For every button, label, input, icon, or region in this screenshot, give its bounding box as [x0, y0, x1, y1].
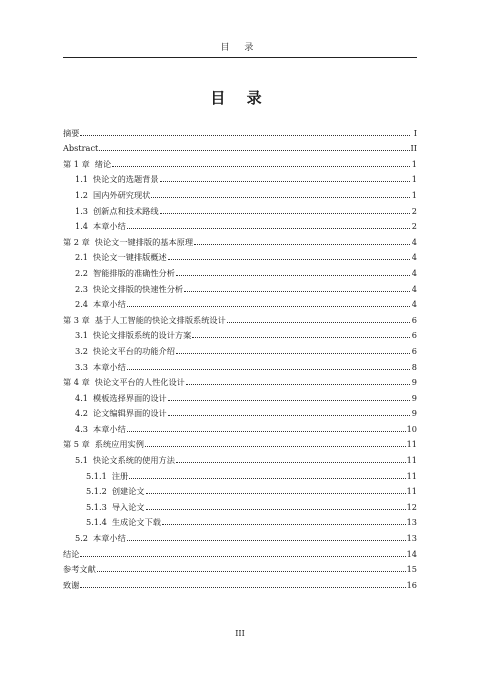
toc-entry-label: 快论文一键排版概述 — [93, 252, 167, 263]
toc-entry-label: 本章小结 — [93, 221, 126, 232]
toc-entry-page-number: 9 — [411, 408, 417, 419]
dot-leader — [127, 368, 410, 370]
toc-entry[interactable] — [63, 294, 417, 310]
toc-entry[interactable] — [63, 309, 417, 325]
toc-entry-label: 摘要 — [63, 127, 80, 138]
toc-entry-number: 第 4 章 — [63, 377, 90, 388]
toc-entry-page-number: 8 — [411, 361, 417, 372]
toc-entry-label: 快论文平台的人性化设计 — [94, 377, 185, 388]
dot-leader — [145, 445, 406, 447]
dot-leader — [162, 523, 406, 525]
toc-entry-number: 1.4 — [75, 221, 89, 232]
toc-entry[interactable] — [63, 247, 417, 263]
toc-entry-page-number: 15 — [406, 564, 417, 575]
toc-entry[interactable] — [63, 356, 417, 372]
toc-entry-label: 快论文排版的快速性分析 — [93, 283, 184, 294]
toc-entry-page-number: 9 — [411, 377, 417, 388]
toc-entry-label: 本章小结 — [93, 299, 126, 310]
toc-entry-label: 快论文平台的功能介绍 — [93, 345, 175, 356]
toc-entry-page-number: 4 — [411, 299, 417, 310]
toc-entry-number: 1.1 — [75, 174, 89, 185]
toc-entry-label: 导入论文 — [111, 501, 145, 512]
toc-entry-label: 本章小结 — [93, 361, 126, 372]
toc-entry-page-number: 6 — [411, 330, 417, 341]
toc-entry-label: 系统应用实例 — [94, 439, 144, 450]
toc-entry-label: 创新点和技术路线 — [93, 205, 159, 216]
toc-entry-number: 5.1.2 — [86, 486, 107, 497]
toc-entry-page-number: 11 — [406, 470, 417, 481]
toc-entry-number: 1.3 — [75, 205, 89, 216]
dot-leader — [99, 149, 409, 151]
dot-leader — [168, 414, 410, 416]
toc-entry-page-number: I — [413, 127, 417, 138]
toc-entry-page-number: 4 — [411, 252, 417, 263]
toc-entry[interactable] — [63, 153, 417, 169]
toc-entry-number: 3.2 — [75, 345, 89, 356]
toc-entry[interactable] — [63, 184, 417, 200]
dot-leader — [146, 508, 406, 510]
toc-entry[interactable] — [63, 403, 417, 419]
toc-entry-number: 2.3 — [75, 283, 89, 294]
toc-entry[interactable] — [63, 465, 417, 481]
toc-entry-label: Abstract — [63, 143, 99, 154]
toc-entry-page-number: 11 — [406, 486, 417, 497]
dot-leader — [160, 212, 410, 214]
toc-entry[interactable] — [63, 138, 417, 154]
toc-entry[interactable] — [63, 278, 417, 294]
dot-leader — [97, 570, 406, 572]
dot-leader — [127, 227, 410, 229]
toc-entry[interactable] — [63, 543, 417, 559]
toc-entry-page-number: 14 — [406, 548, 417, 559]
toc-entry[interactable] — [63, 418, 417, 434]
dot-leader — [151, 196, 410, 198]
page-title: 目 录 — [210, 89, 270, 107]
toc-entry-number: 第 3 章 — [63, 314, 90, 325]
toc-entry[interactable] — [63, 216, 417, 232]
toc-entry[interactable] — [63, 387, 417, 403]
toc-entry-page-number: 4 — [411, 236, 417, 247]
toc-entry-label: 国内外研究现状 — [93, 189, 151, 200]
footer-page-number: III — [235, 629, 245, 638]
toc-entry-label: 模板选择界面的设计 — [93, 392, 167, 403]
dot-leader — [80, 134, 410, 136]
toc-entry-label: 创建论文 — [111, 486, 145, 497]
toc-entry-page-number: 1 — [411, 189, 417, 200]
toc-entry-number: 3.1 — [75, 330, 89, 341]
table-of-contents — [63, 122, 417, 590]
toc-entry-page-number: 4 — [411, 283, 417, 294]
dot-leader — [127, 539, 406, 541]
dot-leader — [80, 555, 405, 557]
toc-entry[interactable] — [63, 262, 417, 278]
toc-entry-label: 注册 — [111, 470, 129, 481]
toc-entry-number: 第 5 章 — [63, 439, 90, 450]
toc-entry-number: 5.1.3 — [86, 501, 107, 512]
toc-entry-page-number: 12 — [406, 501, 417, 512]
toc-entry-page-number: 13 — [406, 533, 417, 544]
toc-entry-number: 3.3 — [75, 361, 89, 372]
toc-entry[interactable] — [63, 122, 417, 138]
toc-entry-page-number: II — [410, 143, 417, 154]
toc-entry-label: 智能排版的准确性分析 — [93, 267, 175, 278]
toc-entry-page-number: 2 — [411, 221, 417, 232]
dot-leader — [192, 336, 410, 338]
toc-entry-number: 4.2 — [75, 408, 89, 419]
dot-leader — [112, 165, 410, 167]
toc-entry[interactable] — [63, 574, 417, 590]
running-header: 目 录 — [220, 43, 260, 53]
toc-entry[interactable] — [63, 340, 417, 356]
toc-entry-label: 参考文献 — [63, 564, 96, 575]
toc-entry-page-number: 11 — [406, 439, 417, 450]
toc-entry-number: 5.1 — [75, 455, 89, 466]
toc-entry[interactable] — [63, 325, 417, 341]
toc-entry[interactable] — [63, 372, 417, 388]
toc-entry-label: 本章小结 — [93, 423, 126, 434]
toc-entry[interactable] — [63, 559, 417, 575]
toc-entry-page-number: 6 — [411, 345, 417, 356]
toc-entry[interactable] — [63, 481, 417, 497]
toc-entry-label: 快论文的选题背景 — [93, 174, 159, 185]
toc-entry-number: 2.4 — [75, 299, 89, 310]
toc-entry[interactable] — [63, 434, 417, 450]
toc-entry-label: 致谢 — [63, 579, 80, 590]
toc-entry-number: 2.1 — [75, 252, 89, 263]
toc-entry[interactable] — [63, 527, 417, 543]
dot-leader — [168, 258, 410, 260]
toc-entry-label: 快论文排版系统的设计方案 — [93, 330, 192, 341]
toc-entry-label: 论文编辑界面的设计 — [93, 408, 167, 419]
dot-leader — [176, 274, 410, 276]
toc-entry-number: 第 1 章 — [63, 158, 90, 169]
dot-leader — [127, 305, 410, 307]
toc-entry-page-number: 1 — [411, 158, 417, 169]
toc-entry-number: 第 2 章 — [63, 236, 90, 247]
toc-entry-page-number: 10 — [406, 423, 417, 434]
toc-entry[interactable] — [63, 169, 417, 185]
toc-entry[interactable] — [63, 200, 417, 216]
toc-entry-number: 4.1 — [75, 392, 89, 403]
toc-entry-number: 2.2 — [75, 267, 89, 278]
toc-entry[interactable] — [63, 231, 417, 247]
dot-leader — [184, 290, 410, 292]
toc-entry-page-number: 4 — [411, 267, 417, 278]
toc-entry[interactable] — [63, 449, 417, 465]
toc-entry-number: 5.2 — [75, 533, 89, 544]
dot-leader — [176, 352, 410, 354]
dot-leader — [160, 180, 410, 182]
toc-entry-page-number: 2 — [411, 205, 417, 216]
toc-entry-number: 1.2 — [75, 189, 89, 200]
dot-leader — [80, 586, 405, 588]
toc-entry-label: 结论 — [63, 548, 80, 559]
toc-entry-label: 快论文系统的使用方法 — [93, 455, 175, 466]
header-rule — [63, 57, 417, 58]
toc-entry-label: 绪论 — [94, 158, 112, 169]
toc-entry-label: 生成论文下载 — [111, 517, 161, 528]
dot-leader — [129, 477, 405, 479]
dot-leader — [146, 492, 406, 494]
toc-entry-page-number: 6 — [411, 314, 417, 325]
dot-leader — [127, 430, 406, 432]
toc-entry-page-number: 13 — [406, 517, 417, 528]
toc-entry-page-number: 1 — [411, 174, 417, 185]
toc-entry-label: 快论文一键排版的基本原理 — [94, 236, 194, 247]
dot-leader — [227, 321, 410, 323]
toc-entry-page-number: 16 — [406, 579, 417, 590]
toc-entry-number: 5.1.4 — [86, 517, 107, 528]
dot-leader — [168, 399, 410, 401]
toc-entry-page-number: 11 — [406, 455, 417, 466]
toc-entry[interactable] — [63, 512, 417, 528]
toc-entry-label: 基于人工智能的快论文排版系统设计 — [94, 314, 226, 325]
toc-entry-page-number: 9 — [411, 392, 417, 403]
dot-leader — [176, 461, 406, 463]
toc-entry[interactable] — [63, 496, 417, 512]
dot-leader — [186, 383, 410, 385]
toc-entry-number: 4.3 — [75, 423, 89, 434]
toc-entry-label: 本章小结 — [93, 533, 126, 544]
dot-leader — [194, 243, 410, 245]
toc-entry-number: 5.1.1 — [86, 470, 107, 481]
